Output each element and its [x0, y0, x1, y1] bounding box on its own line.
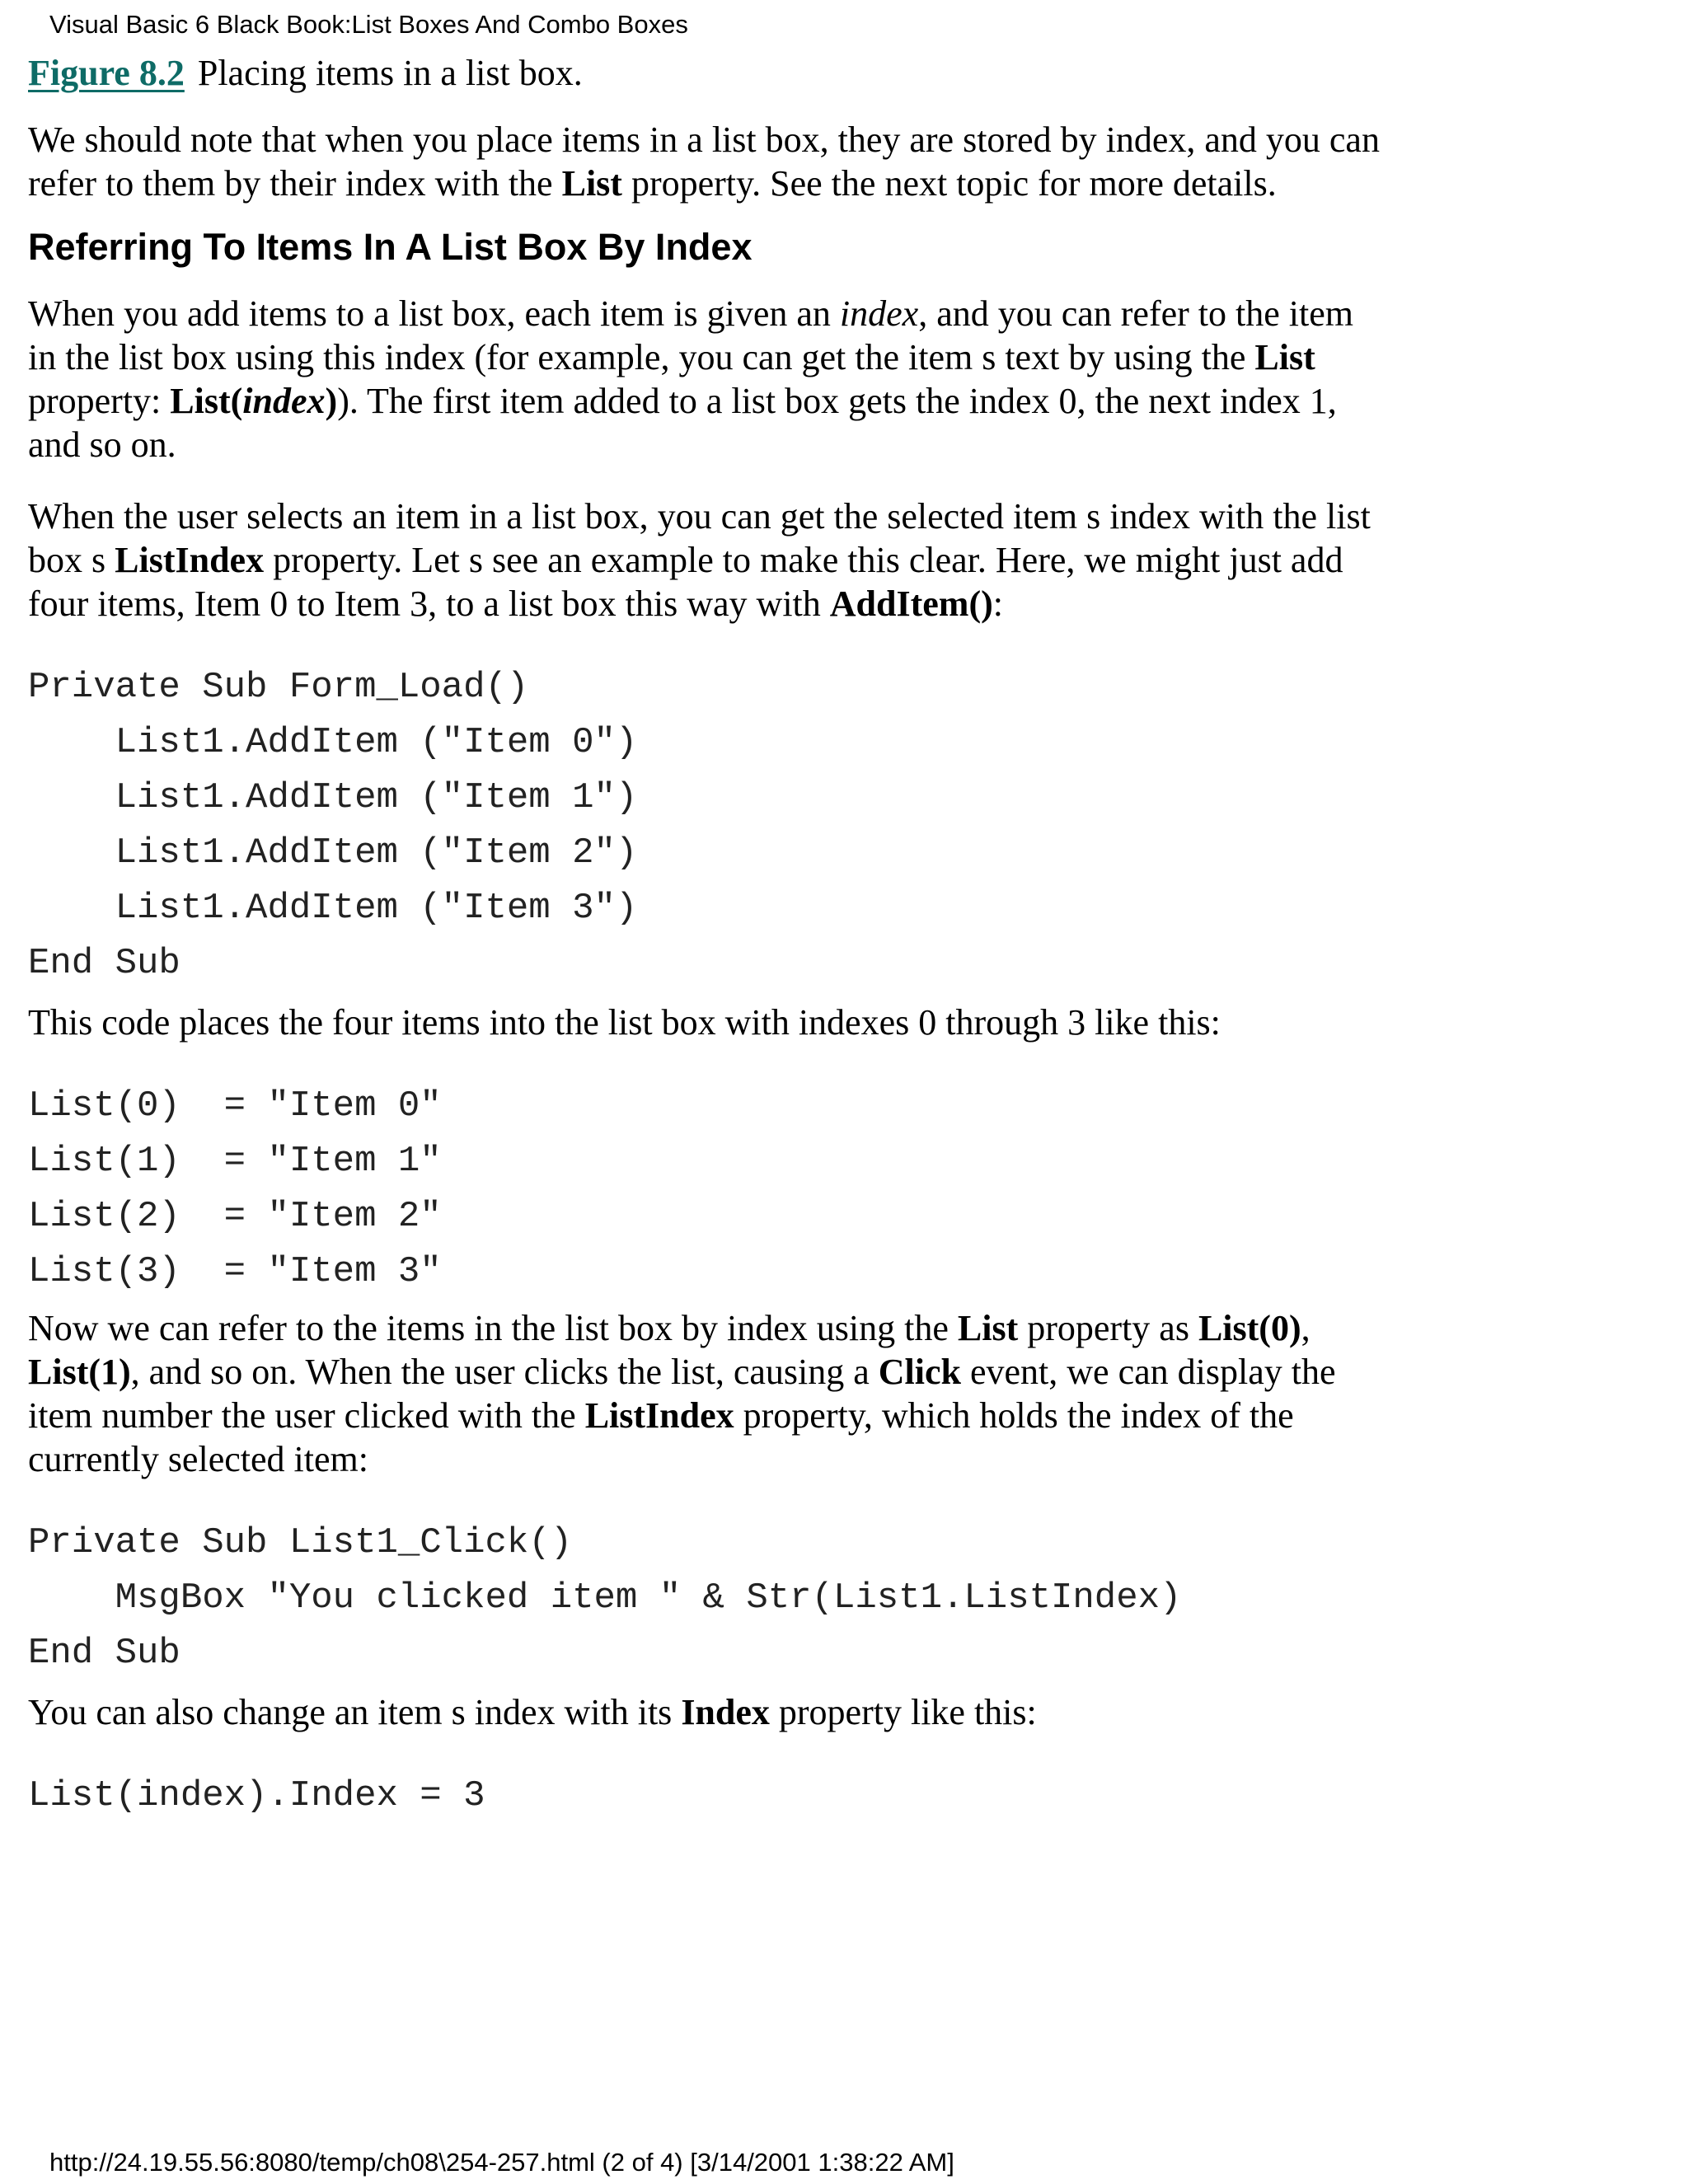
figure-caption [28, 51, 1380, 95]
paragraph-list-index-note: We should note that when you place items in a list box, they are stored by index, and you can refer to them by their index with the List property. See the next topic for more details. [28, 120, 1380, 204]
section-heading: Referring To Items In A List Box By Index [28, 226, 753, 268]
code-line: List(2) = "Item 2" [28, 1196, 442, 1237]
code-line: Private Sub Form_Load() [28, 667, 529, 708]
paragraph-index-property: You can also change an item s index with its Index property like this: [28, 1692, 1037, 1732]
code-line: MsgBox "You clicked item " & Str(List1.ListIndex) [28, 1577, 1182, 1619]
code-line: End Sub [28, 943, 181, 984]
code-line: List1.AddItem ("Item 1") [28, 777, 638, 818]
figure-caption-text: Placing items in a list box. [197, 53, 583, 93]
code-line: List(3) = "Item 3" [28, 1251, 442, 1292]
code-line: List(index).Index = 3 [28, 1775, 485, 1816]
code-line: List(1) = "Item 1" [28, 1141, 442, 1182]
page-content [28, 51, 1380, 1824]
page-footer-url: http://24.19.55.56:8080/temp/ch08\254-257.html (2 of 4) [3/14/2001 1:38:22 AM] [49, 2148, 954, 2177]
paragraph-listindex-intro: When the user selects an item in a list box, you can get the selected item s index with the list box s ListIndex property. Let s see an example to make this clear. Here, we might just add four items, Item 0 to Item 3, to a list box this way with AddItem(): [28, 496, 1371, 624]
code-line: List1.AddItem ("Item 0") [28, 722, 638, 763]
page-header: Visual Basic 6 Black Book:List Boxes And Combo Boxes [49, 10, 688, 39]
code-line: List1.AddItem ("Item 2") [28, 832, 638, 874]
paragraph-indexes-result: This code places the four items into the list box with indexes 0 through 3 like this: [28, 1002, 1221, 1043]
figure-link[interactable]: Figure 8.2 [28, 53, 185, 93]
code-line: End Sub [28, 1633, 181, 1674]
code-line: List1.AddItem ("Item 3") [28, 888, 638, 929]
code-block-index-assign [28, 1769, 1380, 1824]
code-block-list-values [28, 1079, 1380, 1300]
paragraph-index-intro: When you add items to a list box, each item is given an index, and you can refer to the item in the list box using this index (for example, you can get the item s text by using the List property: List(index)). The first item added to a list box gets the index 0, the next index 1, and so on. [28, 293, 1353, 465]
code-block-form-load [28, 660, 1380, 991]
code-line: List(0) = "Item 0" [28, 1085, 442, 1127]
paragraph-click-event: Now we can refer to the items in the list box by index using the List property as List(0), List(1), and so on. When the user clicks the list, causing a Click event, we can display the item number the user clicked with the ListIndex property, which holds the index of the currently selected item: [28, 1308, 1336, 1479]
code-block-list-click [28, 1516, 1380, 1681]
code-line: Private Sub List1_Click() [28, 1522, 573, 1563]
